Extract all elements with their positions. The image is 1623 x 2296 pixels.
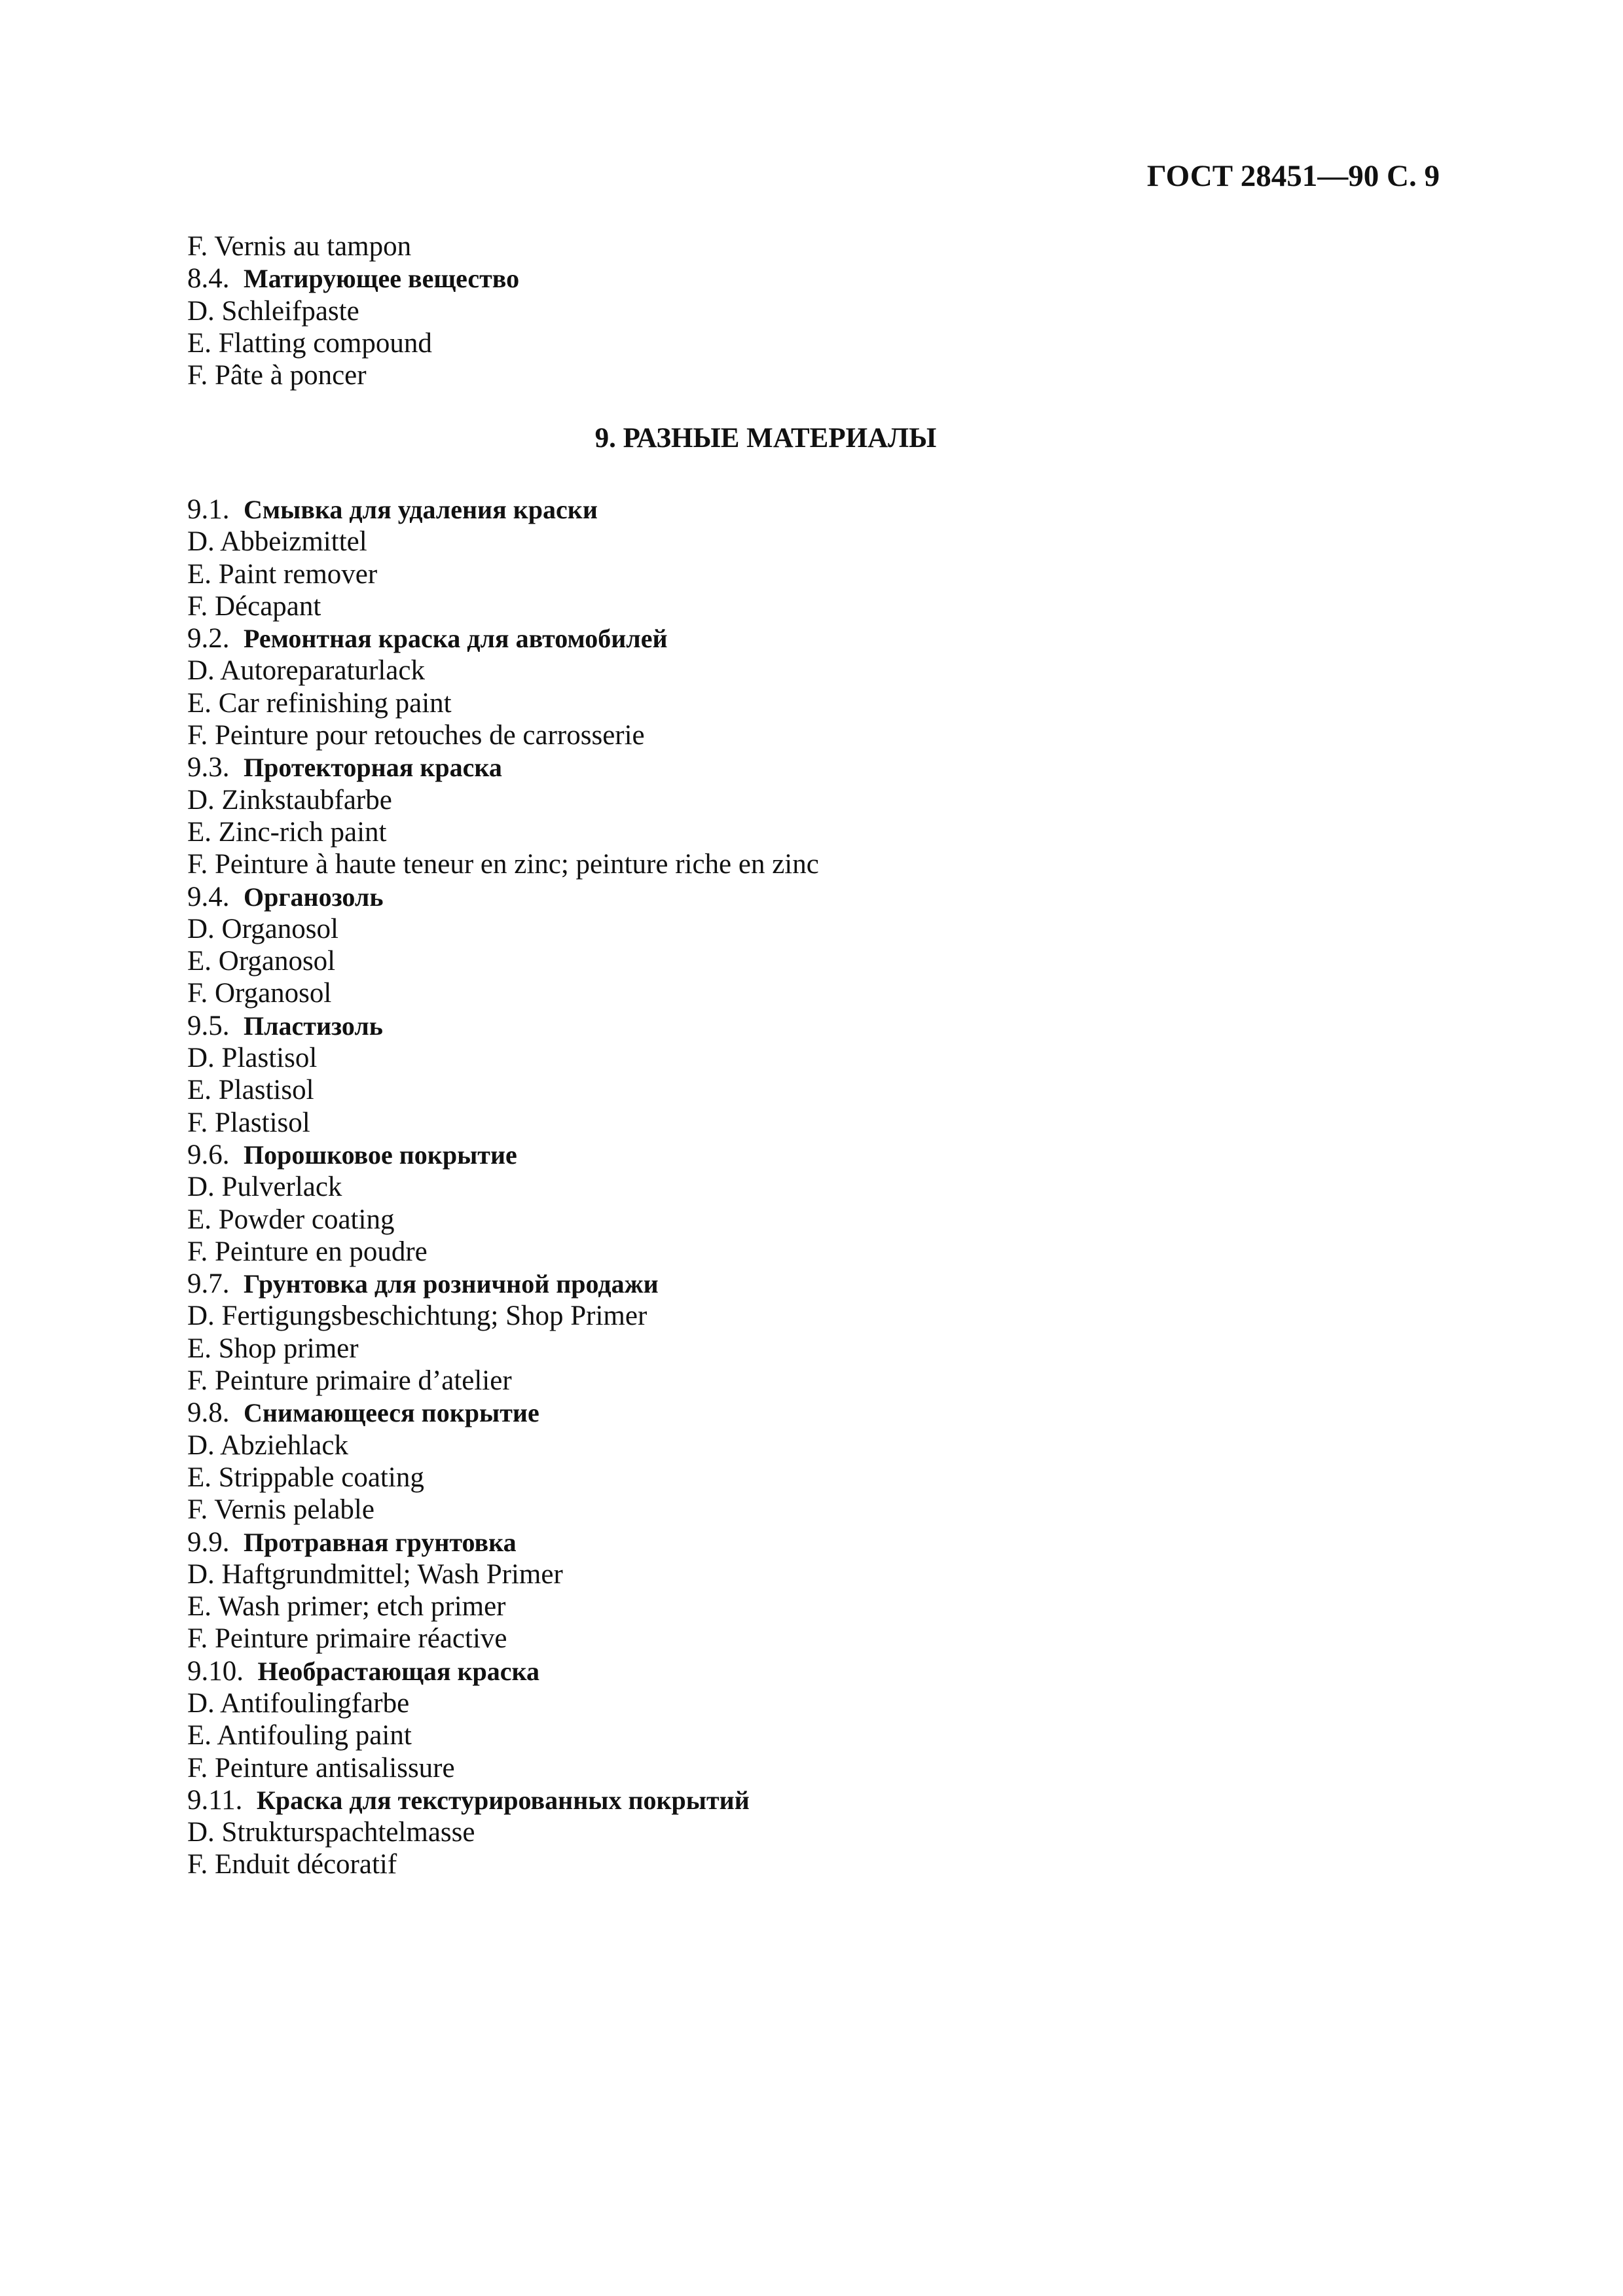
term-name: Порошковое покрытие <box>244 1139 517 1170</box>
translation-line: F. Vernis pelable <box>187 1494 374 1526</box>
translation-line: F. Enduit décoratif <box>187 1849 397 1880</box>
term-name: Пластизоль <box>244 1011 383 1041</box>
term-heading <box>187 493 1431 526</box>
term-name: Необрастающая краска <box>257 1656 539 1686</box>
translation-line: E. Plastisol <box>187 1075 314 1106</box>
translation-line: F. Organosol <box>187 978 332 1009</box>
translation-line: E. Paint remover <box>187 558 378 590</box>
term-number: 9.5. <box>187 1010 230 1041</box>
translation-line: D. Plastisol <box>187 1043 318 1074</box>
term-number: 9.4. <box>187 881 230 912</box>
translation-line: F. Peinture en poudre <box>187 1236 428 1267</box>
term-number: 9.2. <box>187 623 230 655</box>
term-name: Краска для текстурированных покрытий <box>256 1785 750 1815</box>
term-name: Матирующее вещество <box>244 264 520 294</box>
translation-line: E. Powder coating <box>187 1204 395 1235</box>
term-number: 9.7. <box>187 1268 230 1300</box>
translation-line: D. Zinkstaubfarbe <box>187 784 392 816</box>
translation-line: D. Fertigungsbeschichtung; Shop Primer <box>187 1300 647 1332</box>
term-name: Ремонтная краска для автомобилей <box>244 624 668 654</box>
translation-line: F. Peinture pour retouches de carrosserie <box>187 720 645 751</box>
term-heading <box>187 1526 1431 1558</box>
translation-line: F. Peinture antisalissure <box>187 1752 455 1784</box>
translation-line: D. Abbeizmittel <box>187 526 367 558</box>
term-number: 9.11. <box>187 1784 243 1816</box>
term-heading <box>187 881 1431 913</box>
term-name: Протекторная краска <box>244 753 502 783</box>
term-heading <box>187 1268 1431 1300</box>
term-number: 9.3. <box>187 752 230 783</box>
term-number: 9.10. <box>187 1655 244 1687</box>
term-heading <box>187 1655 1431 1687</box>
term-heading <box>187 262 1431 295</box>
term-list <box>187 493 1431 1881</box>
continued-term-list <box>187 230 1431 391</box>
term-heading <box>187 1010 1431 1042</box>
term-name: Снимающееся покрытие <box>244 1398 539 1428</box>
translation-line: E. Antifouling paint <box>187 1720 412 1751</box>
translation-line: F. Peinture primaire d’atelier <box>187 1365 512 1397</box>
term-heading <box>187 622 1431 655</box>
translation-line: F. Peinture primaire réactive <box>187 1623 507 1655</box>
translation-line: D. Strukturspachtelmasse <box>187 1817 475 1848</box>
translation-line: E. Flatting compound <box>187 327 432 359</box>
term-number: 9.9. <box>187 1526 230 1558</box>
term-number: 9.8. <box>187 1397 230 1429</box>
translation-line: E. Organosol <box>187 946 336 977</box>
term-number: 9.6. <box>187 1139 230 1170</box>
term-number: 9.1. <box>187 494 230 525</box>
translation-line: E. Shop primer <box>187 1333 359 1364</box>
term-number: 8.4. <box>187 263 230 295</box>
translation-line: D. Pulverlack <box>187 1172 342 1203</box>
translation-line: F. Pâte à poncer <box>187 360 367 391</box>
term-name: Органозоль <box>244 882 384 912</box>
translation-line: E. Wash primer; etch primer <box>187 1591 506 1623</box>
term-heading <box>187 1397 1431 1429</box>
translation-line: F. Vernis au tampon <box>187 231 412 262</box>
translation-line: D. Organosol <box>187 913 338 944</box>
term-name: Протравная грунтовка <box>244 1527 517 1557</box>
translation-line: F. Peinture à haute teneur en zinc; peinture riche en zinc <box>187 849 819 880</box>
translation-line: E. Car refinishing paint <box>187 687 452 719</box>
translation-line: D. Haftgrundmittel; Wash Primer <box>187 1558 563 1590</box>
translation-line: F. Plastisol <box>187 1107 310 1138</box>
term-heading <box>187 1139 1431 1171</box>
term-name: Смывка для удаления краски <box>244 495 598 524</box>
translation-line: E. Zinc-rich paint <box>187 816 387 848</box>
translation-line: D. Schleifpaste <box>187 295 359 327</box>
section-title: 9. РАЗНЫЕ МАТЕРИАЛЫ <box>594 423 937 454</box>
translation-line: D. Abziehlack <box>187 1429 348 1461</box>
term-heading <box>187 751 1431 783</box>
term-heading <box>187 1784 1431 1816</box>
translation-line: F. Décapant <box>187 590 321 622</box>
translation-line: D. Autoreparaturlack <box>187 655 425 687</box>
translation-line: D. Antifoulingfarbe <box>187 1687 410 1719</box>
term-name: Грунтовка для розничной продажи <box>244 1269 659 1299</box>
translation-line: E. Strippable coating <box>187 1462 424 1493</box>
page-header: ГОСТ 28451—90 С. 9 <box>1146 159 1440 193</box>
